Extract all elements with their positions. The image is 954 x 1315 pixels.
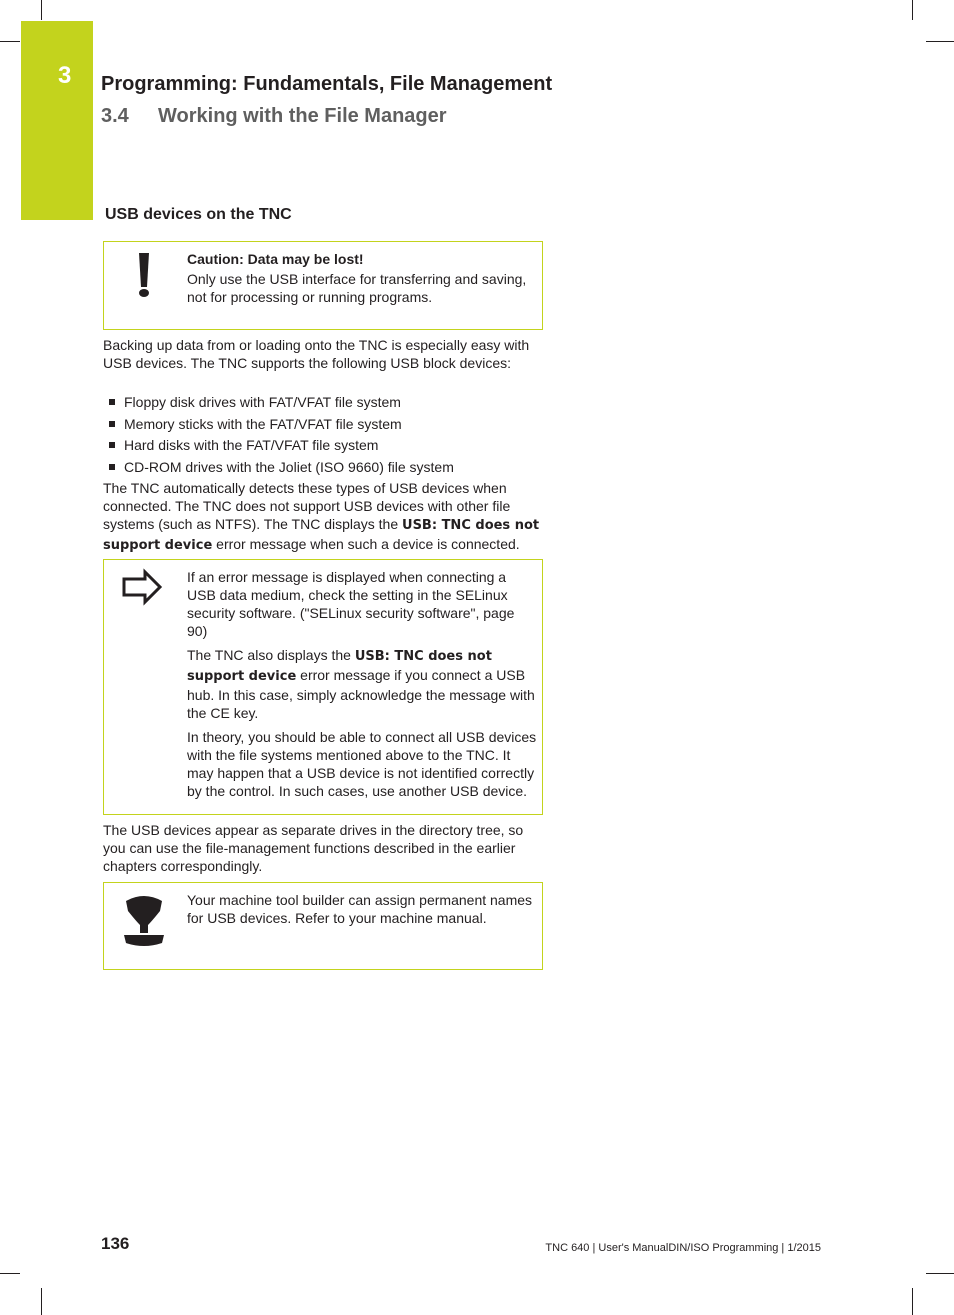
list-item — [103, 415, 543, 437]
bullet-icon — [109, 399, 115, 405]
device-list — [103, 393, 543, 480]
list-item — [103, 436, 543, 458]
chapter-title: Programming: Fundamentals, File Management — [101, 73, 553, 95]
crop-mark — [926, 41, 954, 42]
note-paragraph-1: If an error message is displayed when connecting a USB data medium, check the setting in the SELinux security software. ("SELinux security software", page 90) — [187, 569, 515, 639]
list-item — [103, 393, 543, 415]
arrow-right-icon — [104, 560, 186, 625]
crop-mark — [41, 0, 42, 20]
footer-text: TNC 640 | User's ManualDIN/ISO Programming | 1/2015 — [545, 1242, 821, 1254]
section-heading: USB devices on the TNC — [105, 206, 292, 223]
crop-mark — [41, 1288, 42, 1315]
list-item-text: CD-ROM drives with the Joliet (ISO 9660) file system — [124, 459, 454, 476]
section-title: Working with the File Manager — [158, 105, 447, 127]
intro-paragraph — [103, 336, 543, 372]
page-number: 136 — [101, 1234, 130, 1253]
detect-paragraph — [103, 479, 543, 555]
list-item-text: Floppy disk drives with FAT/VFAT file system — [124, 394, 401, 410]
error-message-code: USB: TNC does not support device — [103, 518, 540, 553]
machine-tool-icon — [104, 883, 186, 974]
chapter-tab — [21, 21, 93, 220]
note-paragraph-2 — [187, 646, 537, 722]
machine-note-box — [103, 882, 543, 970]
caution-box — [103, 241, 543, 330]
drives-paragraph — [103, 821, 543, 875]
crop-mark — [0, 1273, 20, 1274]
note-paragraph-3: In theory, you should be able to connect all USB devices with the file systems mentioned above to the TNC. It may happen that a USB device is not identified correctly by the control. In such cases, use another USB device. — [187, 729, 537, 799]
crop-mark — [0, 41, 20, 42]
bullet-icon — [109, 421, 115, 427]
detect-text-before: The TNC automatically detects these types of USB devices when connected. The TNC does not support USB devices with other file systems (such as NTFS). The TNC displays the — [103, 480, 511, 532]
bullet-icon — [109, 464, 115, 470]
caution-title: Caution: Data may be lost! — [187, 251, 364, 267]
crop-mark — [926, 1273, 954, 1274]
exclamation-icon — [104, 242, 186, 334]
crop-mark — [912, 1288, 913, 1315]
crop-mark — [912, 0, 913, 20]
section-number: 3.4 — [101, 105, 129, 127]
machine-note-text: Your machine tool builder can assign permanent names for USB devices. Refer to your machine manual. — [187, 892, 533, 926]
detect-text-after: error message when such a device is connected. — [212, 536, 520, 552]
note-box — [103, 559, 543, 815]
list-item — [103, 458, 543, 480]
error-message-code: USB: TNC does not support device — [187, 649, 492, 684]
intro-text: Backing up data from or loading onto the TNC is especially easy with USB devices. The TNC supports the following USB block devices: — [103, 337, 530, 371]
caution-text: Only use the USB interface for transferring and saving, not for processing or running programs. — [187, 271, 527, 305]
bullet-icon — [109, 442, 115, 448]
note-p2-after: error message if you connect a USB hub. In this case, simply acknowledge the message with the CE key. — [187, 667, 535, 721]
list-item-text: Memory sticks with the FAT/VFAT file system — [124, 415, 402, 432]
note-p2-before: The TNC also displays the — [187, 647, 355, 663]
list-item-text: Hard disks with the FAT/VFAT file system — [124, 437, 379, 454]
chapter-number: 3 — [58, 62, 72, 89]
drives-text: The USB devices appear as separate drives in the directory tree, so you can use the file-management functions described in the earlier chapters correspondingly. — [103, 822, 524, 874]
